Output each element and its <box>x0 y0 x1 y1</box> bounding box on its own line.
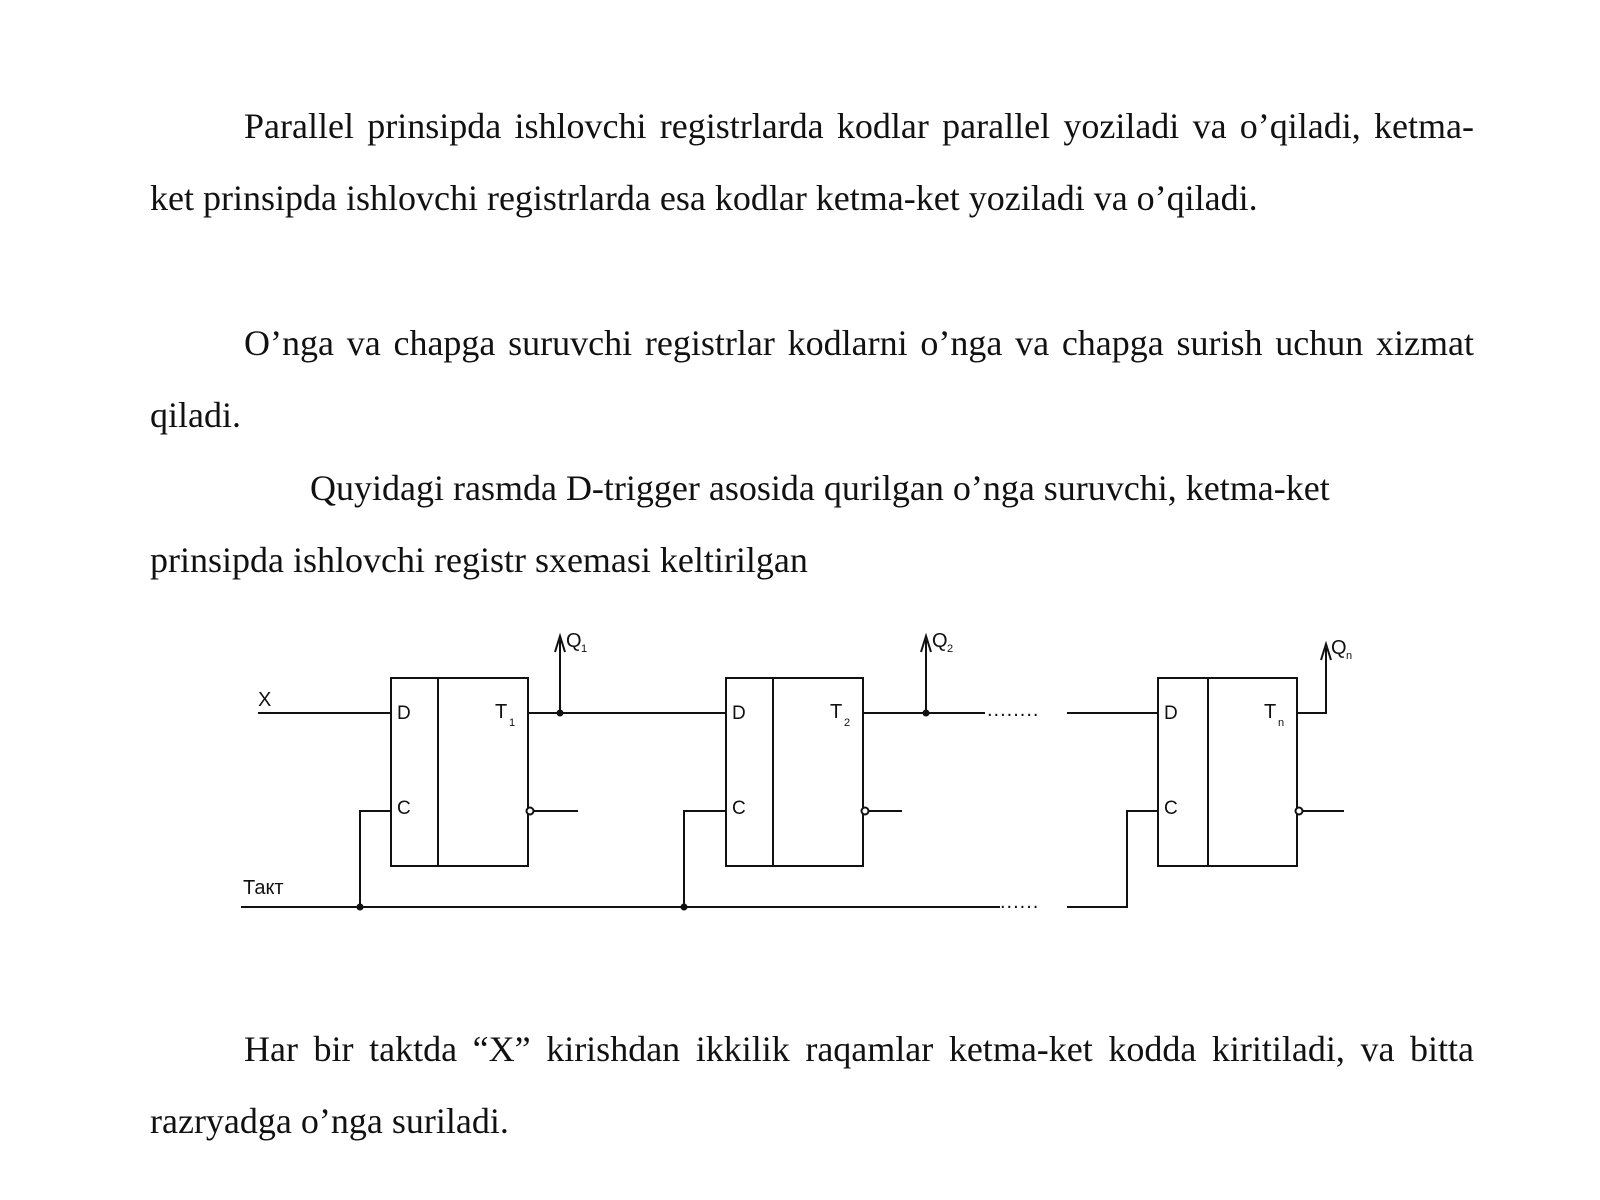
tn-subscript: n <box>1278 717 1285 729</box>
t2-clock-wire <box>684 811 726 907</box>
q1-label: Q <box>566 630 582 652</box>
tn-pin-c: C <box>1164 798 1178 819</box>
x-input-label: X <box>258 689 272 711</box>
tn-clock-wire <box>1067 811 1158 907</box>
paragraph-parallel-registers: Parallel prinsipda ishlovchi registrlarda kodlar parallel yoziladi va o’qiladi, ketma-ket prinsipda ishlovchi registrlarda esa kodlar ketma-ket yoziladi va o’qiladi. <box>150 106 1474 218</box>
q2-label: Q <box>932 630 948 652</box>
clock-junction-dot-2 <box>681 904 688 911</box>
tn-pin-d: D <box>1164 703 1178 724</box>
tn-inversion-bubble <box>1296 808 1303 815</box>
t1-pin-c: C <box>397 798 411 819</box>
q2-subscript: 2 <box>947 643 954 655</box>
t2-subscript: 2 <box>844 717 851 729</box>
paragraph-shift-explanation: Har bir taktda “X” kirishdan ikkilik raqamlar ketma-ket kodda kiritiladi, va bitta razryadga o’nga suriladi. <box>150 1029 1474 1141</box>
t1-inversion-bubble <box>527 808 534 815</box>
clock-label: Такт <box>243 877 284 899</box>
qn-label: Q <box>1331 637 1347 659</box>
paragraph-shift-registers: O’nga va chapga suruvchi registrlar kodlarni o’nga va chapga surish uchun xizmat qiladi. <box>150 323 1474 435</box>
t1-pin-d: D <box>397 703 411 724</box>
clock-ellipsis: ...... <box>1000 891 1040 913</box>
q1-subscript: 1 <box>581 643 588 655</box>
q2-junction-dot <box>923 710 930 717</box>
trigger-2-box <box>726 678 863 866</box>
trigger-1-box <box>391 678 528 866</box>
clock-junction-dot-1 <box>357 904 364 911</box>
qn-subscript: n <box>1346 650 1353 662</box>
t2-pin-d: D <box>732 703 746 724</box>
t2-label: T <box>830 701 843 723</box>
tn-label: T <box>1264 701 1277 723</box>
data-ellipsis: ........ <box>987 699 1040 721</box>
t1-clock-wire <box>360 811 391 907</box>
paragraph-figure-intro: Quyidagi rasmda D-trigger asosida qurilgan o’nga suruvchi, ketma-ket prinsipda ishlovchi registr sxemasi keltirilgan <box>150 468 1330 580</box>
t2-inversion-bubble <box>862 808 869 815</box>
t1-label: T <box>495 701 508 723</box>
t1-subscript: 1 <box>509 717 516 729</box>
q1-junction-dot <box>557 710 564 717</box>
t2-pin-c: C <box>732 798 746 819</box>
